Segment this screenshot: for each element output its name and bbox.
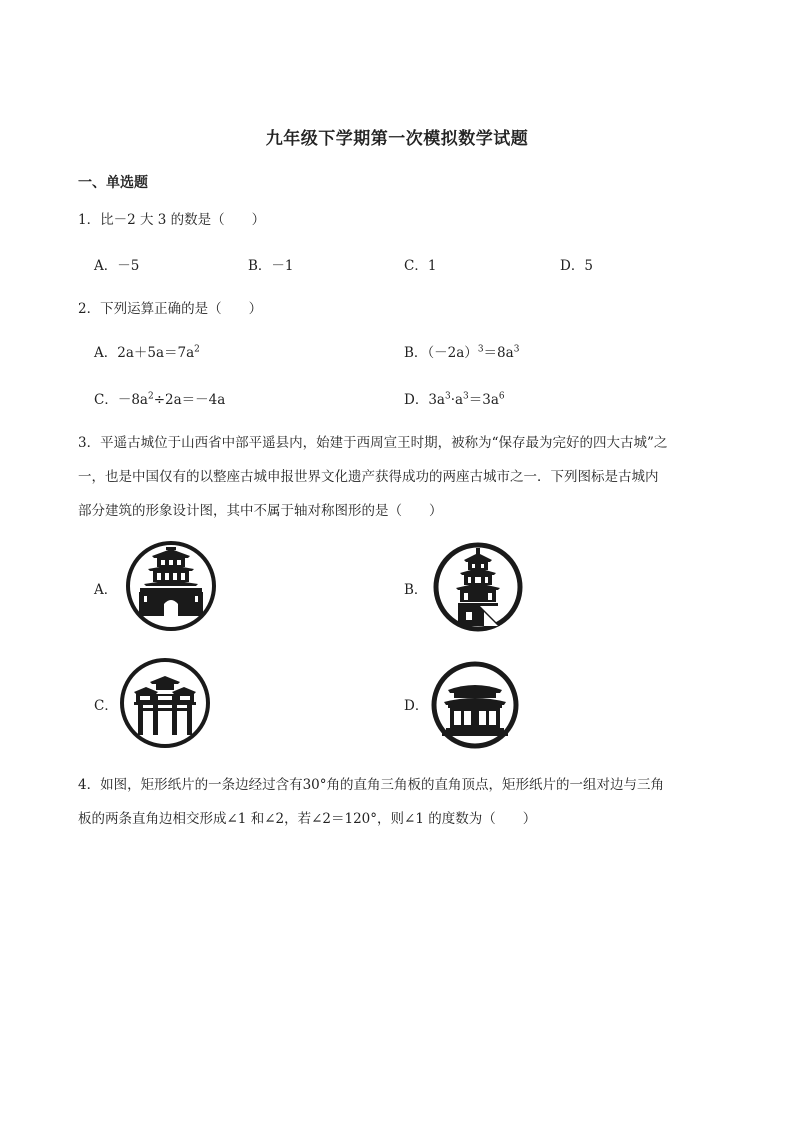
page-title: 九年级下学期第一次模拟数学试题 [265,129,529,149]
q2-option-a[interactable] [94,343,200,363]
q2-b-rest: ＝8a [483,345,514,361]
q1-option-c[interactable]: C．1 [404,258,437,274]
question-1-stem: 1．比－2 大 3 的数是（ ） [78,212,266,228]
temple-emblem-icon[interactable] [428,660,522,750]
q1-option-b[interactable]: B．－1 [248,258,294,274]
q4-line-1: 4．如图，矩形纸片的一条边经过含有30°角的直角三角板的直角顶点，矩形纸片的一组对边与三角 [78,777,665,793]
q3-line-2: 一，也是中国仅有的以整座古城申报世界文化遗产获得成功的两座古城市之一．下列图标是古城内 [78,469,659,485]
q2-d-text: D．3a [404,392,445,408]
q3-option-d-label[interactable]: D． [404,698,429,714]
q3-option-c-label[interactable]: C． [94,698,118,714]
q2-option-b[interactable] [404,343,519,363]
archway-emblem-icon[interactable] [118,656,212,750]
q4-line-2: 板的两条直角边相交形成∠1 和∠2，若∠2＝120°，则∠1 的度数为（ ） [78,811,537,827]
q2-c-rest: ÷2a＝－4a [153,392,226,408]
q2-b-exp2: 3 [513,344,520,355]
q2-c-exp: 2 [147,391,154,402]
tower-emblem-icon[interactable] [124,538,218,634]
q2-d-exp3: 6 [498,391,505,402]
q3-option-a-label[interactable]: A． [94,582,118,598]
q2-d-exp: 3 [444,391,451,402]
question-3-stem [78,426,718,528]
q1-option-d[interactable]: D．5 [560,258,593,274]
q2-option-d[interactable] [404,390,505,410]
pagoda-emblem-icon[interactable] [430,540,526,634]
q2-a-exp: 2 [194,344,200,355]
q3-option-b-label[interactable]: B． [404,582,428,598]
q2-c-text: C．－8a [94,392,148,408]
section-heading: 一、单选题 [78,175,148,191]
q1-option-a[interactable]: A．－5 [94,258,140,274]
q2-a-text: A．2a＋5a＝7a [94,345,195,361]
q2-d-exp2: 3 [463,391,469,402]
q2-b-exp: 3 [477,344,484,355]
q2-option-c[interactable] [94,390,225,410]
question-4-stem [78,768,718,836]
question-2-stem: 2．下列运算正确的是（ ） [78,301,263,317]
q3-line-1: 3．平遥古城位于山西省中部平遥县内，始建于西周宣王时期，被称为“保存最为完好的四大古城”之 [78,435,668,451]
q2-d-rest: ＝3a [468,392,499,408]
q2-b-text: B．（－2a） [404,345,478,361]
q3-line-3: 部分建筑的形象设计图，其中不属于轴对称图形的是（ ） [78,503,443,519]
q2-d-mid: ·a [450,392,464,408]
